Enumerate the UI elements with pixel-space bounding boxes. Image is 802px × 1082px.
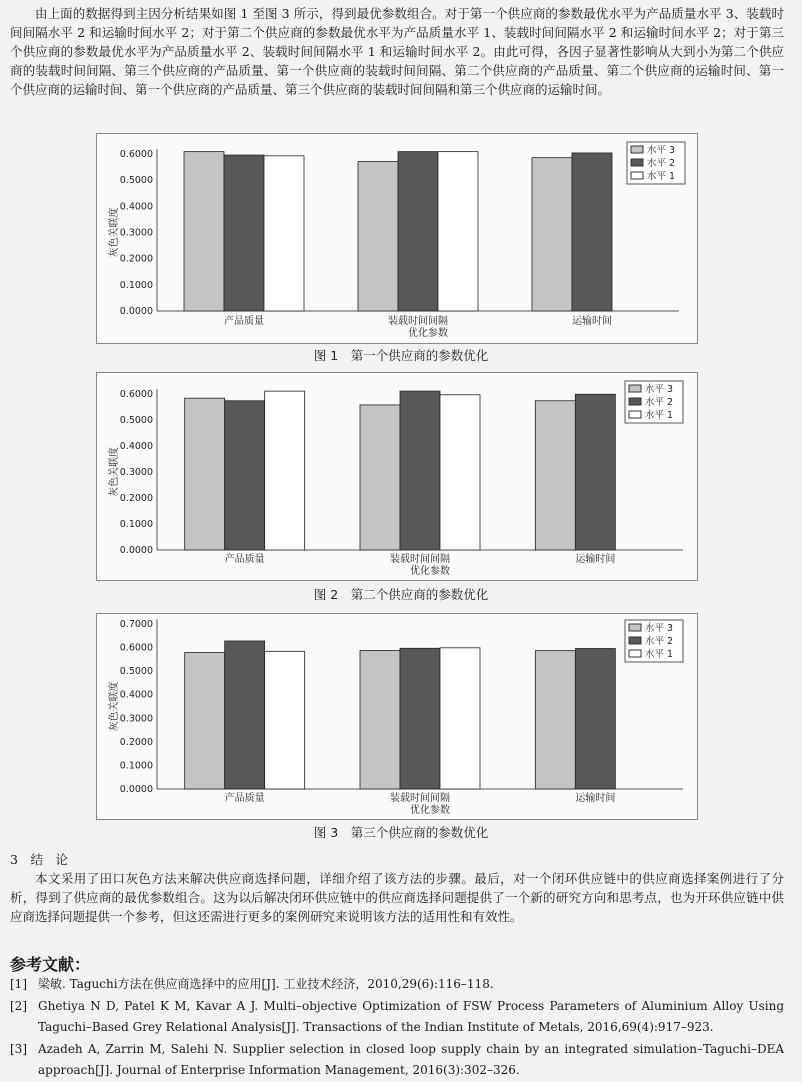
bar-level3 — [532, 158, 572, 311]
bar-level3 — [535, 401, 575, 550]
legend-swatch — [629, 398, 641, 405]
bar-level3 — [185, 398, 225, 550]
bar-level3 — [360, 650, 400, 789]
y-tick-label: 0.6000 — [119, 389, 153, 400]
figure-2-caption: 图 2 第二个供应商的参数优化 — [313, 587, 489, 602]
y-tick-label: 0.6000 — [119, 149, 153, 160]
bar-level1 — [440, 648, 480, 789]
y-tick-label: 0.1000 — [119, 519, 153, 530]
y-tick-label: 0.5000 — [119, 415, 153, 426]
bar-level3 — [185, 653, 225, 789]
figure-1-caption: 图 1 第一个供应商的参数优化 — [313, 348, 489, 363]
bar-level1 — [438, 152, 478, 311]
bar-level3 — [535, 651, 575, 789]
legend-label: 水平 2 — [645, 397, 674, 408]
y-tick-label: 0.4000 — [119, 201, 153, 213]
legend-swatch — [629, 411, 641, 418]
legend-label: 水平 2 — [645, 636, 674, 647]
legend-label: 水平 3 — [647, 145, 676, 156]
reference-text: 梁敏. Taguchi方法在供应商选择中的应用[J]. 工业技术经济，2010,29(6):116–118. — [38, 977, 494, 991]
reference-number: [3] — [10, 1042, 27, 1056]
y-tick-label: 0.0000 — [119, 306, 153, 317]
y-tick-label: 0.0000 — [119, 545, 153, 556]
y-tick-label: 0.3000 — [119, 467, 153, 478]
category-label: 产品质量 — [224, 793, 265, 804]
legend-swatch — [631, 172, 643, 179]
y-tick-label: 0.1000 — [119, 760, 153, 772]
y-tick-label: 0.0000 — [119, 784, 153, 795]
bar-level1 — [264, 156, 304, 311]
chart-3 — [96, 613, 698, 820]
y-tick-label: 0.4000 — [119, 441, 153, 452]
y-axis-title: 灰色关联度 — [109, 681, 120, 732]
reference-number: [1] — [10, 977, 27, 991]
bar-level1 — [440, 395, 480, 550]
y-tick-label: 0.6000 — [119, 642, 153, 654]
category-label: 装载时间间隔 — [388, 316, 448, 327]
bar-level2 — [398, 152, 438, 311]
figure-3-caption: 图 3 第三个供应商的参数优化 — [313, 825, 489, 840]
category-label: 产品质量 — [224, 554, 265, 565]
bar-level2 — [224, 155, 264, 311]
y-axis-title: 灰色关联度 — [109, 207, 120, 258]
x-axis-title: 优化参数 — [408, 328, 448, 339]
category-label: 运输时间 — [572, 316, 612, 327]
legend-label: 水平 3 — [645, 384, 674, 395]
legend-swatch — [629, 385, 641, 392]
legend-label: 水平 1 — [647, 171, 676, 182]
category-label: 运输时间 — [575, 793, 616, 804]
y-tick-label: 0.5000 — [119, 666, 153, 678]
y-tick-label: 0.4000 — [119, 689, 153, 701]
legend-swatch — [629, 637, 641, 644]
bar-level1 — [265, 391, 305, 550]
y-tick-label: 0.5000 — [119, 175, 153, 187]
bar-level2 — [225, 641, 265, 789]
bar-level2 — [575, 394, 615, 550]
y-tick-label: 0.3000 — [119, 227, 153, 239]
y-tick-label: 0.2000 — [119, 736, 153, 748]
y-tick-label: 0.2000 — [119, 253, 153, 265]
legend-label: 水平 2 — [647, 158, 676, 169]
reference-text: Azadeh A, Zarrin M, Salehi N. Supplier selection in closed loop supply chain by an integrated simulation–Taguchi–DEA approach[J]. Journal of Enterprise Information Management, 2016(3):302–326. — [38, 1042, 784, 1077]
references-title: 参考文献： — [10, 955, 91, 974]
reference-item — [10, 996, 784, 1038]
y-tick-label: 0.7000 — [119, 619, 153, 630]
legend-swatch — [631, 159, 643, 166]
bar-level2 — [575, 649, 615, 789]
chart-3-svg — [97, 614, 697, 819]
category-label: 运输时间 — [575, 554, 616, 565]
bar-level2 — [225, 401, 265, 550]
reference-item — [10, 974, 784, 995]
y-tick-label: 0.2000 — [119, 493, 153, 504]
chart-2 — [96, 372, 698, 581]
legend-swatch — [629, 650, 641, 657]
legend-label: 水平 1 — [645, 410, 674, 421]
chart-2-svg — [97, 373, 697, 580]
bar-level3 — [184, 152, 224, 311]
bar-level3 — [360, 405, 400, 550]
y-axis-title: 灰色关联度 — [109, 447, 120, 497]
category-label: 装载时间间隔 — [390, 554, 450, 565]
bar-level2 — [572, 153, 612, 311]
reference-number: [2] — [10, 999, 27, 1013]
reference-text: Ghetiya N D, Patel K M, Kavar A J. Multi–objective Optimization of FSW Process Parameters of Aluminium Alloy Using Taguchi–Based Grey Relational Analysis[J]. Transactions of the Indian Institute of Metals, 2016,69(4):917–923. — [38, 999, 784, 1034]
legend-label: 水平 1 — [645, 649, 674, 660]
chart-1 — [96, 133, 698, 344]
category-label: 产品质量 — [224, 316, 264, 327]
section-title: 3 结 论 — [10, 852, 68, 867]
category-label: 装载时间间隔 — [390, 793, 450, 804]
x-axis-title: 优化参数 — [410, 566, 450, 577]
legend-swatch — [631, 146, 643, 153]
conclusion-paragraph: 本文采用了田口灰色方法来解决供应商选择问题，详细介绍了该方法的步骤。最后，对一个闭环供应链中的供应商选择案例进行了分析，得到了供应商的最优参数组合。这为以后解决闭环供应链中的供应商选择问题提供了一个新的研究方向和思考点，也为开环供应链中供应商选择问题提供一个参考，但这还需进行更多的案例研究来说明该方法的适用性和有效性。 — [10, 871, 784, 924]
bar-level1 — [265, 651, 305, 789]
y-tick-label: 0.3000 — [119, 713, 153, 725]
legend-swatch — [629, 624, 641, 631]
bar-level2 — [400, 391, 440, 550]
bar-level2 — [400, 648, 440, 789]
y-tick-label: 0.1000 — [119, 279, 153, 291]
intro-paragraph: 由上面的数据得到主因分析结果如图 1 至图 3 所示，得到最优参数组合。对于第一个供应商的参数最优水平为产品质量水平 3、装载时间间隔水平 2 和运输时间水平 2；对于第二个供应商的参数最优水平为产品质量水平 1、装载时间间隔水平 2 和运输时间水平 2；对于第三个供应商的参数最优水平为产品质量水平 2、装载时间间隔水平 1 和运输时间水平 2。由此可得，各因子显著性影响从大到小为第二个供应商的装载时间间隔、第三个供应商的产品质量、第一个供应商的装载时间间隔、第二个供应商的产品质量、第二个供应商的运输时间、第一个供应商的运输时间、第一个供应商的产品质量、第三个供应商的装载时间间隔和第三个供应商的运输时间。 — [10, 6, 784, 97]
legend-label: 水平 3 — [645, 623, 674, 634]
bar-level3 — [358, 162, 398, 311]
chart-1-svg — [97, 134, 697, 343]
x-axis-title: 优化参数 — [410, 805, 450, 816]
reference-item — [10, 1039, 784, 1081]
